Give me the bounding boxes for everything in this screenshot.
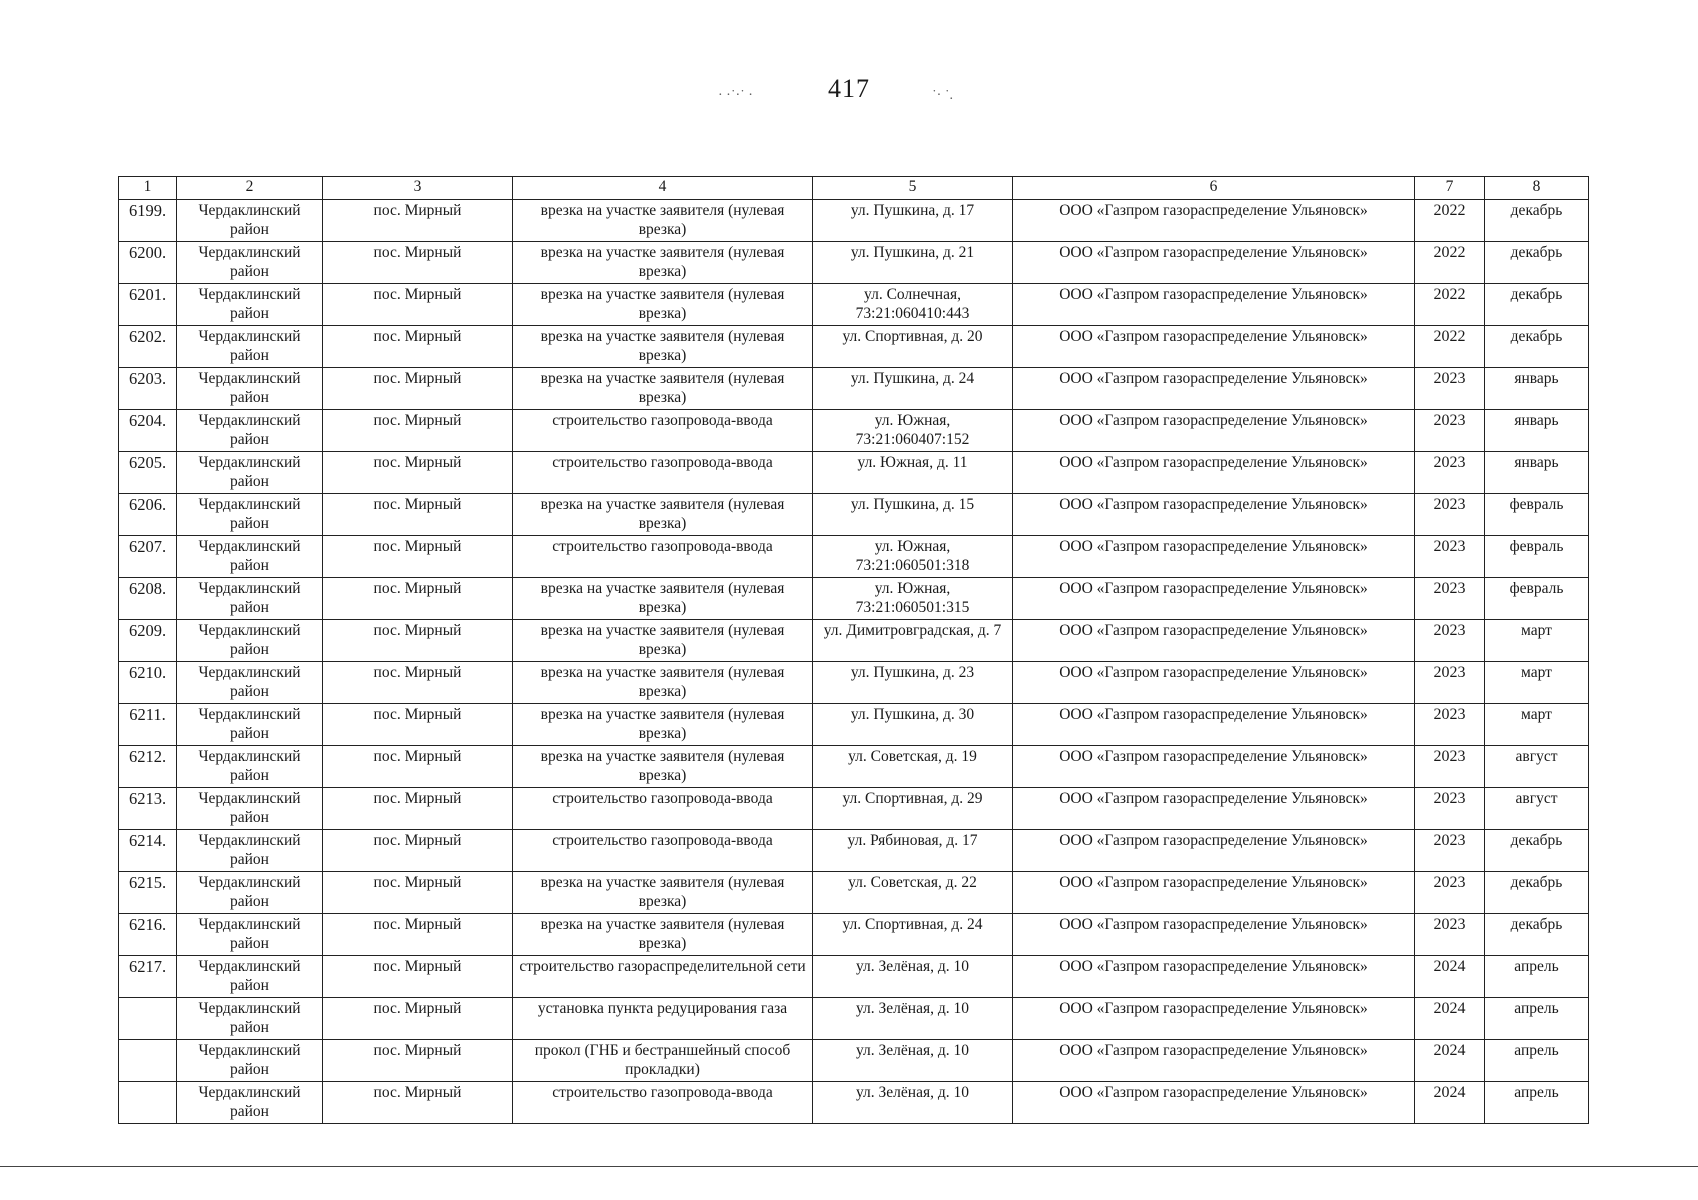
address-cell: ул. Пушкина, д. 24 — [813, 368, 1013, 410]
month-cell: декабрь — [1485, 830, 1589, 872]
district-cell: Чердаклинский район — [177, 998, 323, 1040]
district-cell: Чердаклинский район — [177, 1040, 323, 1082]
row-number: 6212. — [119, 746, 177, 788]
scan-artifact: · ·˙·˙ · — [718, 88, 753, 103]
table-row — [119, 746, 1589, 788]
row-number — [119, 1082, 177, 1124]
month-cell: август — [1485, 746, 1589, 788]
district-cell: Чердаклинский район — [177, 578, 323, 620]
district-cell: Чердаклинский район — [177, 368, 323, 410]
organization-cell: ООО «Газпром газораспределение Ульяновск» — [1013, 284, 1415, 326]
address-cell: ул. Южная, д. 11 — [813, 452, 1013, 494]
month-cell: апрель — [1485, 956, 1589, 998]
month-cell: февраль — [1485, 578, 1589, 620]
year-cell: 2023 — [1415, 830, 1485, 872]
month-cell: февраль — [1485, 536, 1589, 578]
table-row — [119, 200, 1589, 242]
work-type-cell: строительство газопровода-ввода — [513, 536, 813, 578]
table-row — [119, 410, 1589, 452]
col-header-5: 5 — [813, 177, 1013, 200]
district-cell: Чердаклинский район — [177, 200, 323, 242]
address-cell: ул. Солнечная, 73:21:060410:443 — [813, 284, 1013, 326]
row-number: 6201. — [119, 284, 177, 326]
row-number: 6210. — [119, 662, 177, 704]
table-row — [119, 620, 1589, 662]
year-cell: 2023 — [1415, 872, 1485, 914]
district-cell: Чердаклинский район — [177, 956, 323, 998]
work-type-cell: врезка на участке заявителя (нулевая врезка) — [513, 620, 813, 662]
row-number: 6217. — [119, 956, 177, 998]
row-number: 6211. — [119, 704, 177, 746]
row-number: 6209. — [119, 620, 177, 662]
organization-cell: ООО «Газпром газораспределение Ульяновск» — [1013, 914, 1415, 956]
month-cell: декабрь — [1485, 200, 1589, 242]
settlement-cell: пос. Мирный — [323, 1040, 513, 1082]
year-cell: 2023 — [1415, 536, 1485, 578]
table-row — [119, 578, 1589, 620]
organization-cell: ООО «Газпром газораспределение Ульяновск» — [1013, 620, 1415, 662]
organization-cell: ООО «Газпром газораспределение Ульяновск» — [1013, 788, 1415, 830]
address-cell: ул. Рябиновая, д. 17 — [813, 830, 1013, 872]
settlement-cell: пос. Мирный — [323, 830, 513, 872]
work-type-cell: врезка на участке заявителя (нулевая врезка) — [513, 872, 813, 914]
address-cell: ул. Южная, 73:21:060501:318 — [813, 536, 1013, 578]
settlement-cell: пос. Мирный — [323, 662, 513, 704]
col-header-8: 8 — [1485, 177, 1589, 200]
month-cell: март — [1485, 704, 1589, 746]
table-row — [119, 368, 1589, 410]
year-cell: 2024 — [1415, 998, 1485, 1040]
month-cell: апрель — [1485, 1082, 1589, 1124]
row-number: 6214. — [119, 830, 177, 872]
address-cell: ул. Южная, 73:21:060407:152 — [813, 410, 1013, 452]
year-cell: 2023 — [1415, 410, 1485, 452]
col-header-2: 2 — [177, 177, 323, 200]
organization-cell: ООО «Газпром газораспределение Ульяновск» — [1013, 368, 1415, 410]
organization-cell: ООО «Газпром газораспределение Ульяновск» — [1013, 1082, 1415, 1124]
work-type-cell: врезка на участке заявителя (нулевая врезка) — [513, 494, 813, 536]
row-number: 6207. — [119, 536, 177, 578]
settlement-cell: пос. Мирный — [323, 284, 513, 326]
row-number: 6204. — [119, 410, 177, 452]
row-number: 6200. — [119, 242, 177, 284]
address-cell: ул. Спортивная, д. 24 — [813, 914, 1013, 956]
organization-cell: ООО «Газпром газораспределение Ульяновск» — [1013, 452, 1415, 494]
organization-cell: ООО «Газпром газораспределение Ульяновск» — [1013, 746, 1415, 788]
work-type-cell: врезка на участке заявителя (нулевая врезка) — [513, 242, 813, 284]
month-cell: январь — [1485, 368, 1589, 410]
table-row — [119, 284, 1589, 326]
registry-table — [118, 176, 1589, 1124]
table-row — [119, 1082, 1589, 1124]
work-type-cell: врезка на участке заявителя (нулевая врезка) — [513, 578, 813, 620]
work-type-cell: строительство газопровода-ввода — [513, 410, 813, 452]
address-cell: ул. Зелёная, д. 10 — [813, 1082, 1013, 1124]
row-number: 6215. — [119, 872, 177, 914]
address-cell: ул. Димитровградская, д. 7 — [813, 620, 1013, 662]
year-cell: 2023 — [1415, 494, 1485, 536]
district-cell: Чердаклинский район — [177, 1082, 323, 1124]
settlement-cell: пос. Мирный — [323, 326, 513, 368]
district-cell: Чердаклинский район — [177, 410, 323, 452]
address-cell: ул. Спортивная, д. 29 — [813, 788, 1013, 830]
district-cell: Чердаклинский район — [177, 326, 323, 368]
district-cell: Чердаклинский район — [177, 704, 323, 746]
settlement-cell: пос. Мирный — [323, 410, 513, 452]
organization-cell: ООО «Газпром газораспределение Ульяновск» — [1013, 410, 1415, 452]
table-row — [119, 788, 1589, 830]
district-cell: Чердаклинский район — [177, 452, 323, 494]
month-cell: декабрь — [1485, 242, 1589, 284]
district-cell: Чердаклинский район — [177, 242, 323, 284]
organization-cell: ООО «Газпром газораспределение Ульяновск» — [1013, 1040, 1415, 1082]
district-cell: Чердаклинский район — [177, 662, 323, 704]
table-row — [119, 662, 1589, 704]
settlement-cell: пос. Мирный — [323, 368, 513, 410]
settlement-cell: пос. Мирный — [323, 200, 513, 242]
work-type-cell: врезка на участке заявителя (нулевая врезка) — [513, 368, 813, 410]
table-row — [119, 872, 1589, 914]
col-header-7: 7 — [1415, 177, 1485, 200]
year-cell: 2022 — [1415, 200, 1485, 242]
settlement-cell: пос. Мирный — [323, 704, 513, 746]
header-row — [119, 177, 1589, 200]
table-row — [119, 1040, 1589, 1082]
work-type-cell: строительство газопровода-ввода — [513, 1082, 813, 1124]
address-cell: ул. Зелёная, д. 10 — [813, 998, 1013, 1040]
district-cell: Чердаклинский район — [177, 872, 323, 914]
organization-cell: ООО «Газпром газораспределение Ульяновск» — [1013, 536, 1415, 578]
organization-cell: ООО «Газпром газораспределение Ульяновск» — [1013, 662, 1415, 704]
row-number: 6208. — [119, 578, 177, 620]
settlement-cell: пос. Мирный — [323, 914, 513, 956]
address-cell: ул. Спортивная, д. 20 — [813, 326, 1013, 368]
month-cell: август — [1485, 788, 1589, 830]
year-cell: 2022 — [1415, 284, 1485, 326]
year-cell: 2023 — [1415, 620, 1485, 662]
work-type-cell: врезка на участке заявителя (нулевая врезка) — [513, 914, 813, 956]
col-header-3: 3 — [323, 177, 513, 200]
table-row — [119, 494, 1589, 536]
year-cell: 2023 — [1415, 578, 1485, 620]
year-cell: 2023 — [1415, 914, 1485, 956]
row-number: 6199. — [119, 200, 177, 242]
work-type-cell: врезка на участке заявителя (нулевая врезка) — [513, 284, 813, 326]
year-cell: 2024 — [1415, 1082, 1485, 1124]
address-cell: ул. Зелёная, д. 10 — [813, 956, 1013, 998]
organization-cell: ООО «Газпром газораспределение Ульяновск» — [1013, 956, 1415, 998]
col-header-6: 6 — [1013, 177, 1415, 200]
table-row — [119, 830, 1589, 872]
settlement-cell: пос. Мирный — [323, 956, 513, 998]
year-cell: 2023 — [1415, 368, 1485, 410]
table-row — [119, 956, 1589, 998]
row-number — [119, 1040, 177, 1082]
work-type-cell: врезка на участке заявителя (нулевая врезка) — [513, 200, 813, 242]
district-cell: Чердаклинский район — [177, 746, 323, 788]
district-cell: Чердаклинский район — [177, 830, 323, 872]
month-cell: январь — [1485, 410, 1589, 452]
col-header-4: 4 — [513, 177, 813, 200]
address-cell: ул. Пушкина, д. 15 — [813, 494, 1013, 536]
work-type-cell: врезка на участке заявителя (нулевая врезка) — [513, 662, 813, 704]
address-cell: ул. Пушкина, д. 17 — [813, 200, 1013, 242]
year-cell: 2023 — [1415, 662, 1485, 704]
month-cell: декабрь — [1485, 872, 1589, 914]
col-header-1: 1 — [119, 177, 177, 200]
settlement-cell: пос. Мирный — [323, 494, 513, 536]
work-type-cell: установка пункта редуцирования газа — [513, 998, 813, 1040]
table-body — [119, 200, 1589, 1124]
year-cell: 2024 — [1415, 956, 1485, 998]
year-cell: 2023 — [1415, 704, 1485, 746]
address-cell: ул. Пушкина, д. 30 — [813, 704, 1013, 746]
settlement-cell: пос. Мирный — [323, 242, 513, 284]
table-row — [119, 704, 1589, 746]
settlement-cell: пос. Мирный — [323, 578, 513, 620]
address-cell: ул. Южная, 73:21:060501:315 — [813, 578, 1013, 620]
settlement-cell: пос. Мирный — [323, 1082, 513, 1124]
district-cell: Чердаклинский район — [177, 914, 323, 956]
month-cell: апрель — [1485, 1040, 1589, 1082]
settlement-cell: пос. Мирный — [323, 536, 513, 578]
address-cell: ул. Пушкина, д. 21 — [813, 242, 1013, 284]
row-number — [119, 998, 177, 1040]
row-number: 6206. — [119, 494, 177, 536]
organization-cell: ООО «Газпром газораспределение Ульяновск» — [1013, 200, 1415, 242]
month-cell: март — [1485, 662, 1589, 704]
work-type-cell: врезка на участке заявителя (нулевая врезка) — [513, 326, 813, 368]
work-type-cell: строительство газораспределительной сети — [513, 956, 813, 998]
organization-cell: ООО «Газпром газораспределение Ульяновск» — [1013, 326, 1415, 368]
organization-cell: ООО «Газпром газораспределение Ульяновск» — [1013, 578, 1415, 620]
table-row — [119, 914, 1589, 956]
district-cell: Чердаклинский район — [177, 788, 323, 830]
organization-cell: ООО «Газпром газораспределение Ульяновск» — [1013, 704, 1415, 746]
scan-artifact: ˙· ˙. — [932, 88, 953, 103]
work-type-cell: строительство газопровода-ввода — [513, 788, 813, 830]
district-cell: Чердаклинский район — [177, 494, 323, 536]
settlement-cell: пос. Мирный — [323, 788, 513, 830]
month-cell: апрель — [1485, 998, 1589, 1040]
district-cell: Чердаклинский район — [177, 620, 323, 662]
settlement-cell: пос. Мирный — [323, 452, 513, 494]
settlement-cell: пос. Мирный — [323, 746, 513, 788]
address-cell: ул. Зелёная, д. 10 — [813, 1040, 1013, 1082]
table-row — [119, 242, 1589, 284]
settlement-cell: пос. Мирный — [323, 620, 513, 662]
page-bottom-rule — [0, 1166, 1698, 1167]
work-type-cell: строительство газопровода-ввода — [513, 830, 813, 872]
month-cell: март — [1485, 620, 1589, 662]
address-cell: ул. Советская, д. 22 — [813, 872, 1013, 914]
work-type-cell: строительство газопровода-ввода — [513, 452, 813, 494]
month-cell: декабрь — [1485, 284, 1589, 326]
work-type-cell: прокол (ГНБ и бестраншейный способ прокладки) — [513, 1040, 813, 1082]
district-cell: Чердаклинский район — [177, 536, 323, 578]
page-number: 417 — [828, 74, 870, 103]
row-number: 6213. — [119, 788, 177, 830]
table-row — [119, 998, 1589, 1040]
year-cell: 2022 — [1415, 326, 1485, 368]
year-cell: 2023 — [1415, 452, 1485, 494]
row-number: 6216. — [119, 914, 177, 956]
row-number: 6203. — [119, 368, 177, 410]
month-cell: январь — [1485, 452, 1589, 494]
organization-cell: ООО «Газпром газораспределение Ульяновск» — [1013, 830, 1415, 872]
organization-cell: ООО «Газпром газораспределение Ульяновск» — [1013, 242, 1415, 284]
year-cell: 2024 — [1415, 1040, 1485, 1082]
year-cell: 2023 — [1415, 788, 1485, 830]
district-cell: Чердаклинский район — [177, 284, 323, 326]
organization-cell: ООО «Газпром газораспределение Ульяновск» — [1013, 494, 1415, 536]
month-cell: декабрь — [1485, 326, 1589, 368]
table-row — [119, 326, 1589, 368]
work-type-cell: врезка на участке заявителя (нулевая врезка) — [513, 704, 813, 746]
table-row — [119, 452, 1589, 494]
month-cell: декабрь — [1485, 914, 1589, 956]
year-cell: 2023 — [1415, 746, 1485, 788]
year-cell: 2022 — [1415, 242, 1485, 284]
organization-cell: ООО «Газпром газораспределение Ульяновск» — [1013, 872, 1415, 914]
table-row — [119, 536, 1589, 578]
settlement-cell: пос. Мирный — [323, 872, 513, 914]
organization-cell: ООО «Газпром газораспределение Ульяновск» — [1013, 998, 1415, 1040]
row-number: 6205. — [119, 452, 177, 494]
month-cell: февраль — [1485, 494, 1589, 536]
address-cell: ул. Советская, д. 19 — [813, 746, 1013, 788]
address-cell: ул. Пушкина, д. 23 — [813, 662, 1013, 704]
settlement-cell: пос. Мирный — [323, 998, 513, 1040]
work-type-cell: врезка на участке заявителя (нулевая врезка) — [513, 746, 813, 788]
row-number: 6202. — [119, 326, 177, 368]
